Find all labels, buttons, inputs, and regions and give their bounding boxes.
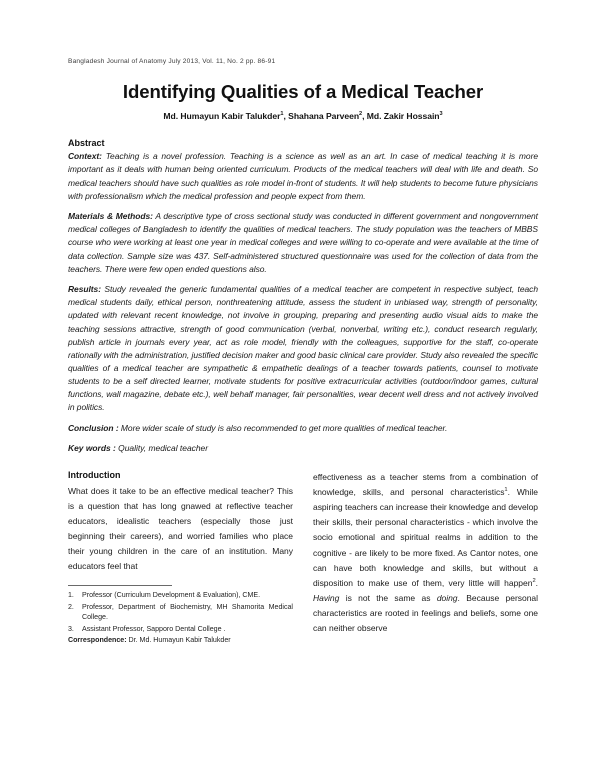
intro-right-segment-4: is not the same as [339, 592, 437, 603]
introduction-paragraph-left: What does it take to be an effective medical teacher? This is a question that has long gnawed at reflective teacher educators, idealistic teachers (especially those just beginning their careers), and worried families who place their young children in the care of an institution. Many educators feel that [68, 485, 293, 572]
abstract-results-paragraph [68, 283, 538, 414]
affiliation-list [68, 590, 293, 634]
intro-right-segment-5: . Because personal characteristics are rooted in feelings and beliefs, some one can neither observe [313, 592, 538, 634]
author-2-name: Shahana Parveen [288, 111, 360, 122]
intro-right-segment-3: . [535, 577, 538, 588]
abstract-conclusion-text: More wider scale of study is also recommended to get more qualities of medical teacher. [118, 422, 448, 433]
correspondence-line [68, 635, 293, 646]
footnote-number: 3. [68, 624, 74, 633]
author-list [68, 111, 538, 121]
keywords-text: Quality, medical teacher [115, 443, 209, 454]
footnote-text: Professor, Department of Biochemistry, MH Shamorita Medical College. [82, 602, 293, 622]
author-3-name: Md. Zakir Hossain [366, 111, 440, 122]
abstract-methods-text: A descriptive type of cross sectional study was conducted in different government and nongovernment medical colleges of Bangladesh to identify the qualities of medical teachers. The study population was the teachers of MBBS course who were working at least one year in medical colleges and were willing to co-operate and were available at the time of data collection. Sample size was 437. Self-administered structured questionnaire was used for the collection of data from the teachers. There were few open ended questions also. [68, 211, 538, 274]
footnote-text: Professor (Curriculum Development & Evaluation), CME. [82, 591, 261, 600]
abstract-context-paragraph [68, 150, 538, 202]
keywords-label: Key words : [68, 443, 116, 454]
abstract-methods-paragraph [68, 210, 538, 275]
abstract-context-text: Teaching is a novel profession. Teaching is a science as well as an art. In case of medical teaching it is more important as it deals with human being oriented curriculum. Products of the medical teachers will deal with life and death. So medical teachers should have such qualities as role model in-front of students. It will help students to become future physicians with professionalism which the medical profession and people expect from them. [68, 151, 538, 201]
column-right [313, 470, 538, 646]
author-1-affiliation-marker: 1 [280, 111, 284, 118]
abstract-results-text: Study revealed the generic fundamental qualities of a medical teacher are competent in respective subject, teach medical students daily, ethical person, nonthreatening attitude, assess the student in unbiased way, strength of personality, updated with relevant recent knowledge, not involve in grouping, preparing and presenting audio visual aids to make the teaching sessions attractive, strength of good communication (verbal, nonverbal, writing etc.), conduct research regularly, publish article in journals every year, act as role model, friendly with the colleagues, supportive for the staff, co-operate rationally with the administration, justified decision maker and good basic clinical care provider. Study also revealed the specific qualities of a medical teacher are sympathetic & empathetic dealings of a teacher towards patients, counsel to motivate students to be a self directed learner, motivate students for positive extracurricular activities (outdoor/indoor games, cultural functions, wall magazine, debate etc.), well behalf manager, fair personalities, wear decent well dress and not actively involved in politics. [68, 284, 538, 413]
column-left [68, 470, 293, 646]
keywords-line [68, 442, 538, 455]
introduction-heading: Introduction [68, 469, 121, 480]
author-1-name: Md. Humayun Kabir Talukder [163, 111, 281, 122]
abstract-methods-label: Materials & Methods: [68, 211, 153, 222]
intro-right-emphasis-having: Having [313, 592, 340, 603]
abstract-results-label: Results: [68, 284, 101, 295]
abstract-conclusion-label: Conclusion : [68, 422, 119, 433]
citation-marker-2: 2 [532, 577, 536, 584]
introduction-paragraph-right [313, 470, 538, 636]
author-separator-2: , [362, 111, 367, 122]
footnote-text: Assistant Professor, Sapporo Dental College . [82, 624, 226, 633]
intro-right-segment-1: effectiveness as a teacher stems from a combination of knowledge, skills, and personal characteristics [313, 471, 538, 498]
list-item [68, 624, 293, 635]
abstract-conclusion-paragraph [68, 422, 538, 435]
author-separator-1: , [283, 111, 289, 122]
list-item [68, 590, 293, 601]
correspondence-text: Dr. Md. Humayun Kabir Talukder [126, 636, 231, 644]
correspondence-label: Correspondence: [68, 636, 127, 644]
citation-marker-1: 1 [504, 487, 508, 494]
abstract-heading: Abstract [68, 137, 105, 148]
footnotes-block [68, 585, 293, 645]
running-head: Bangladesh Journal of Anatomy July 2013, Vol. 11, No. 2 pp. 86-91 [68, 58, 276, 65]
two-column-body [68, 470, 538, 646]
list-item [68, 602, 293, 624]
author-3-affiliation-marker: 3 [439, 111, 443, 118]
intro-right-emphasis-doing: doing [436, 592, 458, 603]
page-title: Identifying Qualities of a Medical Teacher [122, 80, 484, 102]
abstract-context-label: Context: [68, 151, 102, 162]
footnote-number: 2. [68, 602, 74, 611]
footnote-separator-rule [68, 585, 172, 586]
footnote-number: 1. [68, 591, 74, 600]
author-2-affiliation-marker: 2 [359, 111, 363, 118]
intro-right-segment-2: . While aspiring teachers can increase their knowledge and develop their skills, their personal characteristics - which involve the socio emotional and spiritual realms in addition to the cognitive - are likely to be more fixed. As Cantor notes, one can have both knowledge and skills, but without a disposition to make use of them, very little will happen [313, 487, 538, 588]
